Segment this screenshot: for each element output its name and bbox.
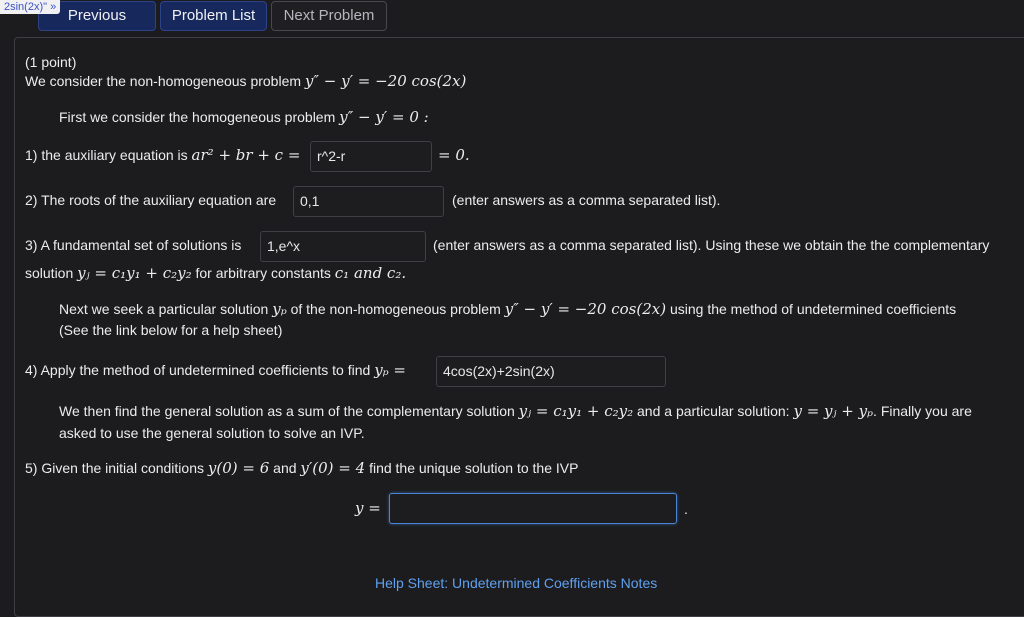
- q3-continuation: [25, 263, 406, 283]
- general-a: We then find the general solution as a sum of the complementary solution: [59, 403, 515, 419]
- q5-lhs: y =: [355, 499, 381, 517]
- q5-and: and: [273, 460, 297, 476]
- q2-hint: (enter answers as a comma separated list).: [452, 192, 721, 208]
- fundamental-set-input[interactable]: 1,e^x: [260, 231, 426, 262]
- problem-panel: [14, 37, 1024, 617]
- q1-lhs: ar² + br + c =: [191, 146, 301, 164]
- q5-label-b: find the unique solution to the IVP: [369, 460, 579, 476]
- particular-solution-input[interactable]: 4cos(2x)+2sin(2x): [436, 356, 666, 387]
- problem-list-button[interactable]: Problem List: [160, 1, 267, 31]
- general-equation: y = yⱼ + yₚ: [793, 402, 874, 420]
- ivp-solution-input[interactable]: [389, 493, 677, 524]
- general-complementary: yⱼ = c₁y₁ + c₂y₂: [518, 402, 634, 420]
- particular-a: Next we seek a particular solution: [59, 301, 269, 317]
- particular-yp: yₚ: [272, 300, 287, 318]
- problem-statement: [25, 71, 466, 91]
- q5-period: .: [684, 501, 688, 517]
- q1-rhs: = 0.: [438, 146, 470, 164]
- q5-prompt: [25, 458, 578, 478]
- ode-equation: y″ − y′ = −20 cos(2x): [304, 72, 467, 90]
- previous-answer-fragment: 2sin(2x)" »: [0, 0, 60, 14]
- points-label: (1 point): [25, 54, 77, 70]
- navigation-bar: [0, 0, 1024, 34]
- q4-lhs: yₚ =: [374, 361, 406, 379]
- particular-b: of the non-homogeneous problem: [290, 301, 501, 317]
- initial-condition-1: y(0) = 6: [207, 459, 270, 477]
- particular-c: using the method of undetermined coefficients: [669, 301, 957, 317]
- q1-prompt: [25, 145, 300, 165]
- q4-prompt: [25, 360, 406, 380]
- q3-label: 3) A fundamental set of solutions is: [25, 237, 242, 253]
- homog-intro-text: First we consider the homogeneous problem: [59, 109, 336, 125]
- roots-input[interactable]: 0,1: [293, 186, 444, 217]
- q5-label-a: 5) Given the initial conditions: [25, 460, 204, 476]
- previous-problem-button[interactable]: Previous: [38, 1, 156, 31]
- q4-label: 4) Apply the method of undetermined coefficients to find: [25, 362, 371, 378]
- general-intro: [59, 401, 972, 421]
- next-problem-button[interactable]: Next Problem: [271, 1, 387, 31]
- general-b: and a particular solution:: [637, 403, 790, 419]
- intro-text: We consider the non-homogeneous problem: [25, 73, 302, 89]
- help-sheet-link[interactable]: Help Sheet: Undetermined Coefficients Notes: [375, 575, 658, 591]
- homogeneous-statement: [59, 107, 429, 127]
- q3-cont-a: solution: [25, 265, 74, 281]
- general-c: . Finally you are: [873, 403, 972, 419]
- auxiliary-equation-input[interactable]: r^2-r: [310, 141, 432, 172]
- constants: c₁ and c₂.: [334, 264, 407, 282]
- particular-intro: [59, 299, 956, 319]
- initial-condition-2: y′(0) = 4: [300, 459, 366, 477]
- particular-note: (See the link below for a help sheet): [59, 322, 283, 338]
- complementary-equation: yⱼ = c₁y₁ + c₂y₂: [77, 264, 192, 282]
- homog-equation: y″ − y′ = 0 :: [339, 108, 429, 126]
- particular-ode: y″ − y′ = −20 cos(2x): [504, 300, 667, 318]
- q3-cont-b: for arbitrary constants: [195, 265, 331, 281]
- general-d: asked to use the general solution to solve an IVP.: [59, 425, 365, 441]
- q2-label: 2) The roots of the auxiliary equation are: [25, 192, 277, 208]
- q1-label: 1) the auxiliary equation is: [25, 147, 188, 163]
- q3-hint: (enter answers as a comma separated list). Using these we obtain the the complementary: [433, 237, 990, 253]
